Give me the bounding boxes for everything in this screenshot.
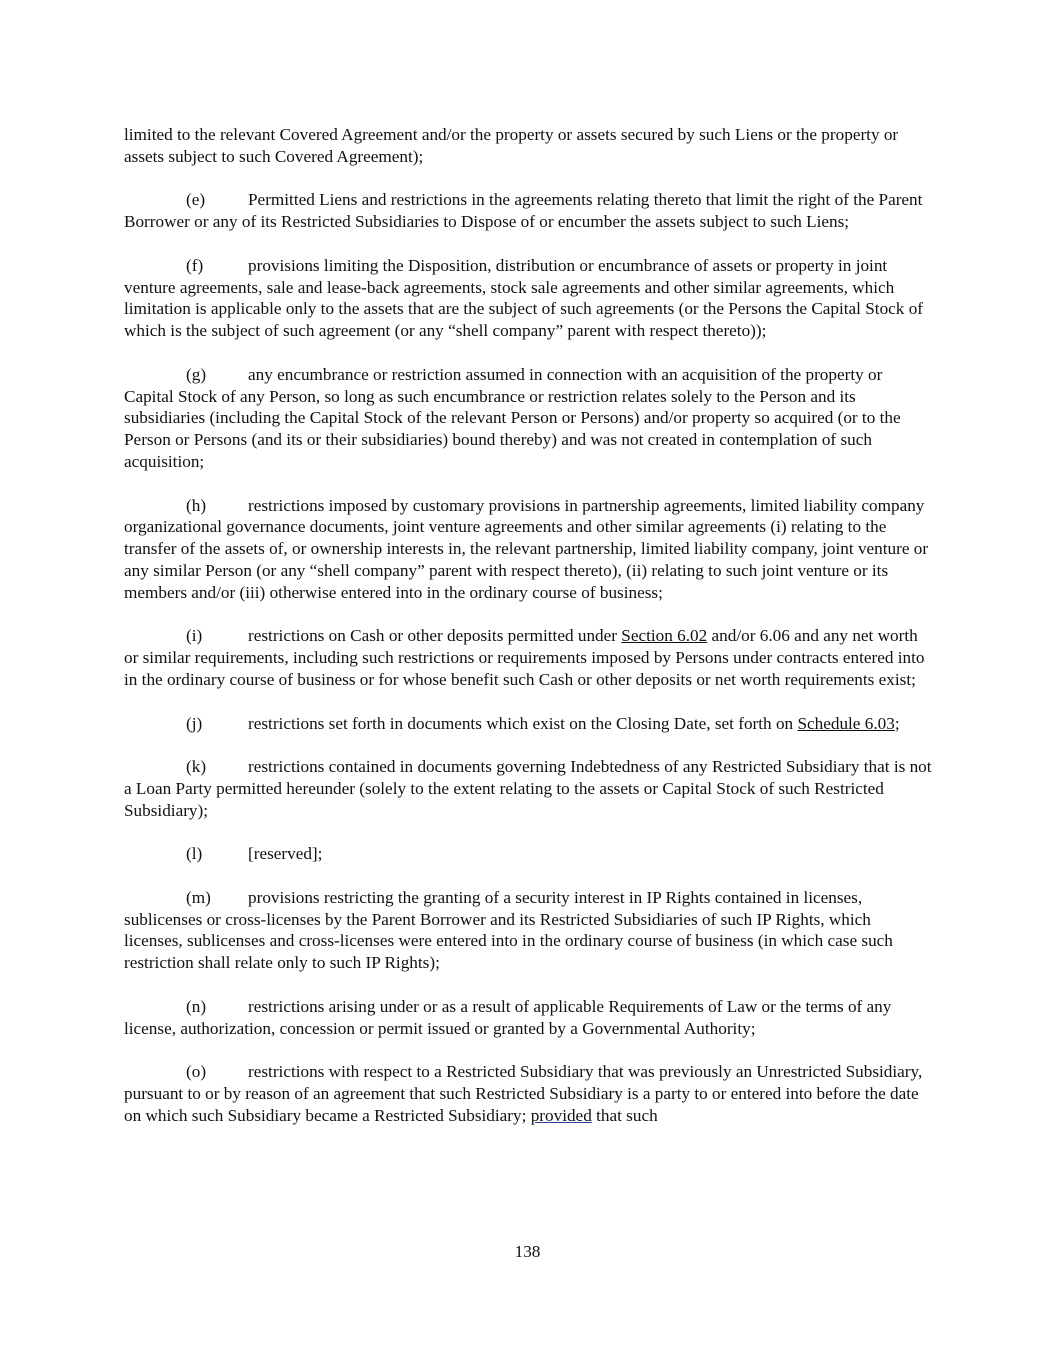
clause-n bbox=[124, 996, 932, 1040]
provided-link[interactable]: provided bbox=[530, 1105, 592, 1125]
clause-l-label: (l) bbox=[186, 844, 203, 864]
clause-o bbox=[124, 1061, 932, 1126]
continuation-paragraph bbox=[124, 124, 932, 168]
clause-n-label: (n) bbox=[186, 996, 207, 1016]
clause-k bbox=[124, 756, 932, 821]
clause-j bbox=[124, 713, 932, 735]
clause-o-label: (o) bbox=[186, 1062, 207, 1082]
clause-g bbox=[124, 364, 932, 473]
continuation-text: limited to the relevant Covered Agreement and/or the property or assets secured by such Liens or the property or assets subject to such Covered Agreement); bbox=[124, 125, 899, 166]
clause-e-text: Permitted Liens and restrictions in the agreements relating thereto that limit the right of the Parent Borrower or any of its Restricted Subsidiaries to Dispose of or encumber the assets subject to such Liens; bbox=[124, 190, 923, 232]
clause-h-text: restrictions imposed by customary provisions in partnership agreements, limited liability company organizational governance documents, joint venture agreements and other similar agreements (i) relating to the transfer of the assets of, or ownership interests in, the relevant partnership, limited liability company, joint venture or any similar Person (or any “shell company” parent with respect thereto), (ii) relating to such joint venture or its members and/or (iii) otherwise entered into in the ordinary course of business; bbox=[124, 495, 929, 602]
clause-k-label: (k) bbox=[186, 757, 207, 777]
clause-g-label: (g) bbox=[186, 364, 207, 384]
clause-m-text: provisions restricting the granting of a security interest in IP Rights contained in licenses, sublicenses or cross-licenses by the Parent Borrower and its Restricted Subsidiaries of such IP Rights, which licenses, sublicenses and cross-licenses were entered into in the ordinary course of business (in which case such restriction shall relate only to such IP Rights); bbox=[124, 887, 893, 973]
clause-j-text-before: restrictions set forth in documents which exist on the Closing Date, set forth on bbox=[248, 713, 798, 733]
clause-h-label: (h) bbox=[186, 495, 207, 515]
clause-o-text-before: restrictions with respect to a Restricted Subsidiary that was previously an Unrestricted Subsidiary, pursuant to or by reason of an agreement that such Restricted Subsidiary is a party to or entered into before the date on which such Subsidiary became a Restricted Subsidiary; bbox=[124, 1062, 923, 1125]
page-number: 138 bbox=[514, 1242, 541, 1261]
clause-f-text: provisions limiting the Disposition, distribution or encumbrance of assets or property in joint venture agreements, sale and lease-back agreements, stock sale agreements and other similar agreements, which limitation is applicable only to the assets that are the subject of such agreements (or the Persons the Capital Stock of which is the subject of such agreement (or any “shell company” parent with respect thereto)); bbox=[124, 255, 924, 341]
clause-m-label: (m) bbox=[186, 887, 211, 907]
clause-o-text-after: that such bbox=[591, 1105, 658, 1125]
body-text bbox=[124, 124, 932, 1127]
clause-n-text: restrictions arising under or as a result of applicable Requirements of Law or the terms of any license, authorization, concession or permit issued or granted by a Governmental Authority; bbox=[124, 996, 892, 1038]
clause-f-label: (f) bbox=[186, 255, 204, 275]
clause-i bbox=[124, 625, 932, 690]
clause-e bbox=[124, 189, 932, 233]
clause-g-text: any encumbrance or restriction assumed in connection with an acquisition of the property or Capital Stock of any Person, so long as such encumbrance or restriction relates solely to the Person and its subsidiaries (including the Capital Stock of the relevant Person or Persons) and/or property so acquired (or to the Person or Persons (and its or their subsidiaries) bound thereby) and was not created in contemplation of such acquisition; bbox=[124, 364, 901, 471]
clause-l bbox=[124, 843, 932, 865]
clause-i-label: (i) bbox=[186, 626, 203, 646]
clause-m bbox=[124, 887, 932, 974]
section-6-02-link[interactable]: Section 6.02 bbox=[621, 626, 708, 646]
clause-f bbox=[124, 255, 932, 342]
schedule-6-03-link[interactable]: Schedule 6.03 bbox=[797, 713, 895, 733]
clause-j-label: (j) bbox=[186, 713, 203, 733]
clause-i-text-after: and/or 6.06 and any net worth or similar requirements, including such restrictions or requirements imposed by Persons under contracts entered into in the ordinary course of business or for whose benefit such Cash or other deposits or net worth requirements exist; bbox=[124, 626, 925, 689]
clause-i-text-before: restrictions on Cash or other deposits permitted under bbox=[248, 626, 622, 646]
clause-e-label: (e) bbox=[186, 190, 206, 210]
clause-l-text: [reserved]; bbox=[248, 844, 323, 864]
clause-k-text: restrictions contained in documents governing Indebtedness of any Restricted Subsidiary that is not a Loan Party permitted hereunder (solely to the extent relating to the assets or Capital Stock of such Restricted Subsidiary); bbox=[124, 757, 932, 820]
clause-j-text-after: ; bbox=[894, 713, 900, 733]
clause-h bbox=[124, 495, 932, 604]
